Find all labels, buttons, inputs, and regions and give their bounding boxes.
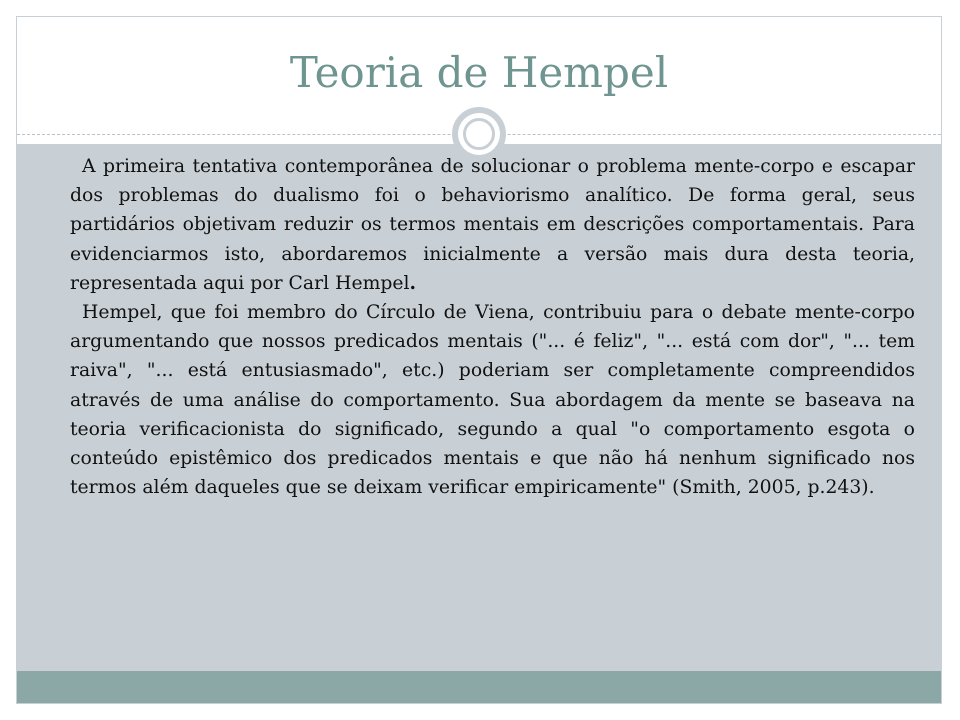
paragraph-2 xyxy=(70,298,915,502)
paragraph-1-text: A primeira tentativa contemporânea de solucionar o problema mente-corpo e escapar dos problemas do dualismo foi o behaviorismo analítico. De forma geral, seus partidários objetivam reduzir os termos mentais em descrições comportamentais. Para evidenciarmos isto, abordaremos inicialmente a versão mais dura desta teoria, representada aqui por Carl Hempel xyxy=(70,156,915,294)
paragraph-2-text: Hempel, que foi membro do Círculo de Viena, contribuiu para o debate mente-corpo argumentando que nossos predicados mentais ("... é feliz", "... está com dor", "... tem raiva", "... está entusiasmado", etc.) poderiam ser completamente compreendidos através de uma análise do comportamento. Sua abordagem da mente se baseava na teoria verificacionista do significado, segundo a qual "o comportamento esgota o conteúdo epistêmico dos predicados mentais e que não há nenhum significado nos termos além daqueles que se deixam verificar empiricamente" (Smith, 2005, p.243). xyxy=(70,302,915,499)
slide-body-text xyxy=(70,152,915,692)
paragraph-1-ending: . xyxy=(409,271,417,294)
paragraph-1 xyxy=(70,152,915,298)
slide-title: Teoria de Hempel xyxy=(289,48,669,97)
